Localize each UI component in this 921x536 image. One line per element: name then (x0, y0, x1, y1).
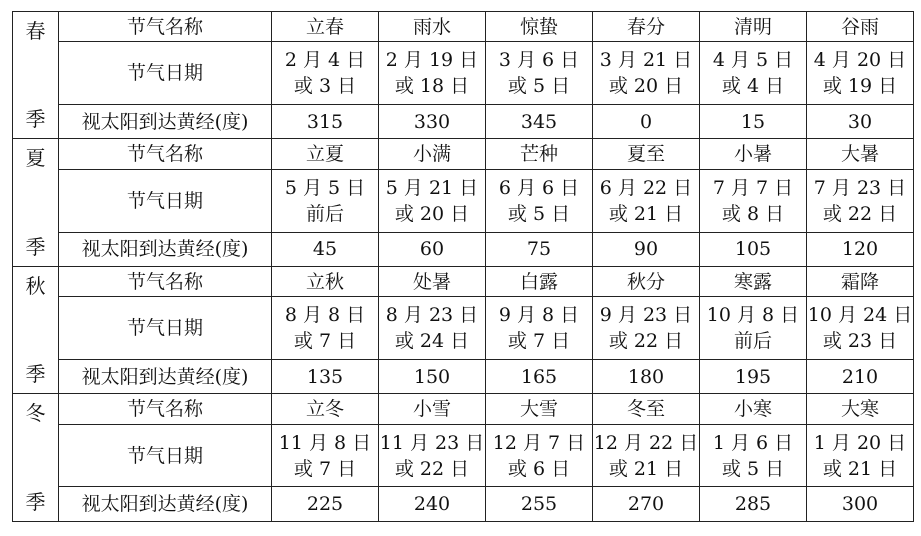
term-date-line1: 4 月 5 日 (712, 49, 794, 72)
season-label-bottom: 季 (25, 107, 46, 132)
row-label-longitude: 视太阳到达黄经(度) (59, 360, 272, 394)
term-date-line1: 1 月 6 日 (712, 431, 794, 454)
table-row (13, 297, 914, 360)
term-date-line1: 8 月 8 日 (284, 304, 366, 327)
term-date-line2: 或 5 日 (507, 75, 571, 98)
term-longitude-cell: 150 (379, 360, 486, 394)
term-date-line2: 前后 (733, 330, 772, 353)
term-date-line2: 或 7 日 (293, 457, 357, 480)
season-label-cell (13, 266, 59, 393)
table-row (13, 487, 914, 522)
term-date-line2: 或 20 日 (608, 75, 684, 98)
term-date-line1: 3 月 21 日 (599, 49, 693, 72)
term-date-cell (593, 169, 700, 232)
term-date-line1: 12 月 7 日 (492, 431, 586, 454)
term-date-cell (700, 169, 807, 232)
term-date-cell (807, 424, 914, 487)
term-date-line2: 或 21 日 (608, 202, 684, 225)
term-date-line1: 2 月 19 日 (385, 49, 479, 72)
row-label-longitude: 视太阳到达黄经(度) (59, 105, 272, 139)
term-name-cell: 谷雨 (807, 12, 914, 42)
term-date-cell (272, 297, 379, 360)
term-date-line2: 或 5 日 (507, 202, 571, 225)
term-longitude-cell: 180 (593, 360, 700, 394)
term-name-cell: 寒露 (700, 266, 807, 296)
term-date-cell (593, 297, 700, 360)
term-date-line2: 或 21 日 (608, 457, 684, 480)
term-date-cell (700, 42, 807, 105)
term-longitude-cell: 60 (379, 232, 486, 266)
season-label-cell (13, 12, 59, 139)
term-date-line1: 12 月 22 日 (593, 431, 699, 454)
term-date-line2: 或 19 日 (822, 75, 898, 98)
term-date-line1: 7 月 23 日 (813, 176, 907, 199)
term-date-line1: 11 月 8 日 (278, 431, 372, 454)
term-longitude-cell: 315 (272, 105, 379, 139)
season-label-top: 夏 (25, 146, 46, 171)
term-name-cell: 立夏 (272, 139, 379, 169)
term-longitude-cell: 0 (593, 105, 700, 139)
table-row (13, 42, 914, 105)
term-longitude-cell: 300 (807, 487, 914, 522)
term-name-cell: 夏至 (593, 139, 700, 169)
season-label-top: 秋 (25, 273, 46, 298)
table-row (13, 105, 914, 139)
term-date-cell (486, 424, 593, 487)
term-name-cell: 大暑 (807, 139, 914, 169)
term-date-line1: 6 月 6 日 (498, 176, 580, 199)
term-name-cell: 立冬 (272, 394, 379, 424)
term-date-line2: 或 18 日 (394, 75, 470, 98)
term-date-cell (486, 42, 593, 105)
term-date-cell (700, 424, 807, 487)
term-name-cell: 立春 (272, 12, 379, 42)
term-date-cell (486, 169, 593, 232)
term-longitude-cell: 45 (272, 232, 379, 266)
season-label-bottom: 季 (25, 490, 46, 514)
table-row (13, 424, 914, 487)
term-date-line1: 2 月 4 日 (284, 49, 366, 72)
term-longitude-cell: 330 (379, 105, 486, 139)
term-date-line1: 6 月 22 日 (599, 176, 693, 199)
term-date-line2: 或 20 日 (394, 202, 470, 225)
term-date-cell (272, 169, 379, 232)
term-date-cell (272, 42, 379, 105)
term-longitude-cell: 90 (593, 232, 700, 266)
term-date-cell (272, 424, 379, 487)
term-date-line1: 7 月 7 日 (712, 176, 794, 199)
term-longitude-cell: 255 (486, 487, 593, 522)
row-label-date: 节气日期 (59, 297, 272, 360)
table-row (13, 169, 914, 232)
term-date-line2: 或 23 日 (822, 330, 898, 353)
table-row (13, 139, 914, 169)
term-name-cell: 清明 (700, 12, 807, 42)
term-name-cell: 大寒 (807, 394, 914, 424)
term-date-line2: 或 7 日 (293, 330, 357, 353)
term-date-line2: 或 5 日 (721, 457, 785, 480)
term-longitude-cell: 75 (486, 232, 593, 266)
term-longitude-cell: 285 (700, 487, 807, 522)
term-longitude-cell: 135 (272, 360, 379, 394)
term-name-cell: 霜降 (807, 266, 914, 296)
term-name-cell: 雨水 (379, 12, 486, 42)
row-label-longitude: 视太阳到达黄经(度) (59, 487, 272, 522)
term-date-cell (700, 297, 807, 360)
term-date-cell (807, 169, 914, 232)
row-label-name: 节气名称 (59, 266, 272, 296)
term-date-cell (807, 297, 914, 360)
term-longitude-cell: 345 (486, 105, 593, 139)
term-name-cell: 小满 (379, 139, 486, 169)
solar-terms-table (12, 11, 914, 522)
term-date-line2: 前后 (305, 202, 344, 225)
term-date-line1: 5 月 21 日 (385, 176, 479, 199)
row-label-date: 节气日期 (59, 42, 272, 105)
term-date-line1: 4 月 20 日 (813, 49, 907, 72)
term-date-line1: 5 月 5 日 (284, 176, 366, 199)
term-name-cell: 惊蛰 (486, 12, 593, 42)
term-longitude-cell: 15 (700, 105, 807, 139)
term-date-cell (593, 42, 700, 105)
term-name-cell: 小暑 (700, 139, 807, 169)
term-name-cell: 秋分 (593, 266, 700, 296)
term-date-line2: 或 6 日 (507, 457, 571, 480)
term-name-cell: 春分 (593, 12, 700, 42)
term-date-cell (379, 297, 486, 360)
row-label-name: 节气名称 (59, 139, 272, 169)
term-date-line2: 或 22 日 (608, 330, 684, 353)
table-row (13, 232, 914, 266)
term-date-line1: 11 月 23 日 (379, 431, 485, 454)
term-longitude-cell: 195 (700, 360, 807, 394)
term-date-cell (807, 42, 914, 105)
season-label (13, 139, 58, 265)
table-row (13, 12, 914, 42)
term-name-cell: 立秋 (272, 266, 379, 296)
term-date-cell (593, 424, 700, 487)
term-longitude-cell: 105 (700, 232, 807, 266)
term-name-cell: 小雪 (379, 394, 486, 424)
table-body (13, 12, 914, 522)
term-date-line2: 或 3 日 (293, 75, 357, 98)
term-date-line1: 3 月 6 日 (498, 49, 580, 72)
season-label-top: 冬 (25, 401, 46, 426)
table-row (13, 266, 914, 296)
term-date-line1: 9 月 8 日 (498, 304, 580, 327)
term-date-cell (486, 297, 593, 360)
term-longitude-cell: 210 (807, 360, 914, 394)
season-label (13, 12, 58, 138)
term-date-line1: 8 月 23 日 (385, 304, 479, 327)
season-label-cell (13, 139, 59, 266)
season-label (13, 394, 58, 521)
term-date-line1: 10 月 24 日 (807, 304, 913, 327)
term-date-line2: 或 8 日 (721, 202, 785, 225)
term-date-cell (379, 42, 486, 105)
term-date-cell (379, 169, 486, 232)
row-label-date: 节气日期 (59, 424, 272, 487)
season-label (13, 267, 58, 393)
table-row (13, 394, 914, 424)
row-label-name: 节气名称 (59, 12, 272, 42)
term-name-cell: 冬至 (593, 394, 700, 424)
table-row (13, 360, 914, 394)
term-date-line1: 1 月 20 日 (813, 431, 907, 454)
row-label-name: 节气名称 (59, 394, 272, 424)
term-longitude-cell: 30 (807, 105, 914, 139)
term-longitude-cell: 270 (593, 487, 700, 522)
row-label-longitude: 视太阳到达黄经(度) (59, 232, 272, 266)
term-name-cell: 芒种 (486, 139, 593, 169)
term-name-cell: 白露 (486, 266, 593, 296)
term-longitude-cell: 240 (379, 487, 486, 522)
term-date-line1: 10 月 8 日 (706, 304, 800, 327)
term-date-line2: 或 7 日 (507, 330, 571, 353)
term-date-cell (379, 424, 486, 487)
season-label-bottom: 季 (25, 234, 46, 259)
term-date-line1: 9 月 23 日 (599, 304, 693, 327)
term-longitude-cell: 120 (807, 232, 914, 266)
term-date-line2: 或 21 日 (822, 457, 898, 480)
term-date-line2: 或 22 日 (394, 457, 470, 480)
term-name-cell: 处暑 (379, 266, 486, 296)
term-date-line2: 或 22 日 (822, 202, 898, 225)
row-label-date: 节气日期 (59, 169, 272, 232)
term-longitude-cell: 165 (486, 360, 593, 394)
season-label-cell (13, 394, 59, 522)
term-date-line2: 或 4 日 (721, 75, 785, 98)
season-label-top: 春 (25, 19, 46, 43)
term-name-cell: 小寒 (700, 394, 807, 424)
term-longitude-cell: 225 (272, 487, 379, 522)
term-date-line2: 或 24 日 (394, 330, 470, 353)
season-label-bottom: 季 (25, 362, 46, 387)
term-name-cell: 大雪 (486, 394, 593, 424)
